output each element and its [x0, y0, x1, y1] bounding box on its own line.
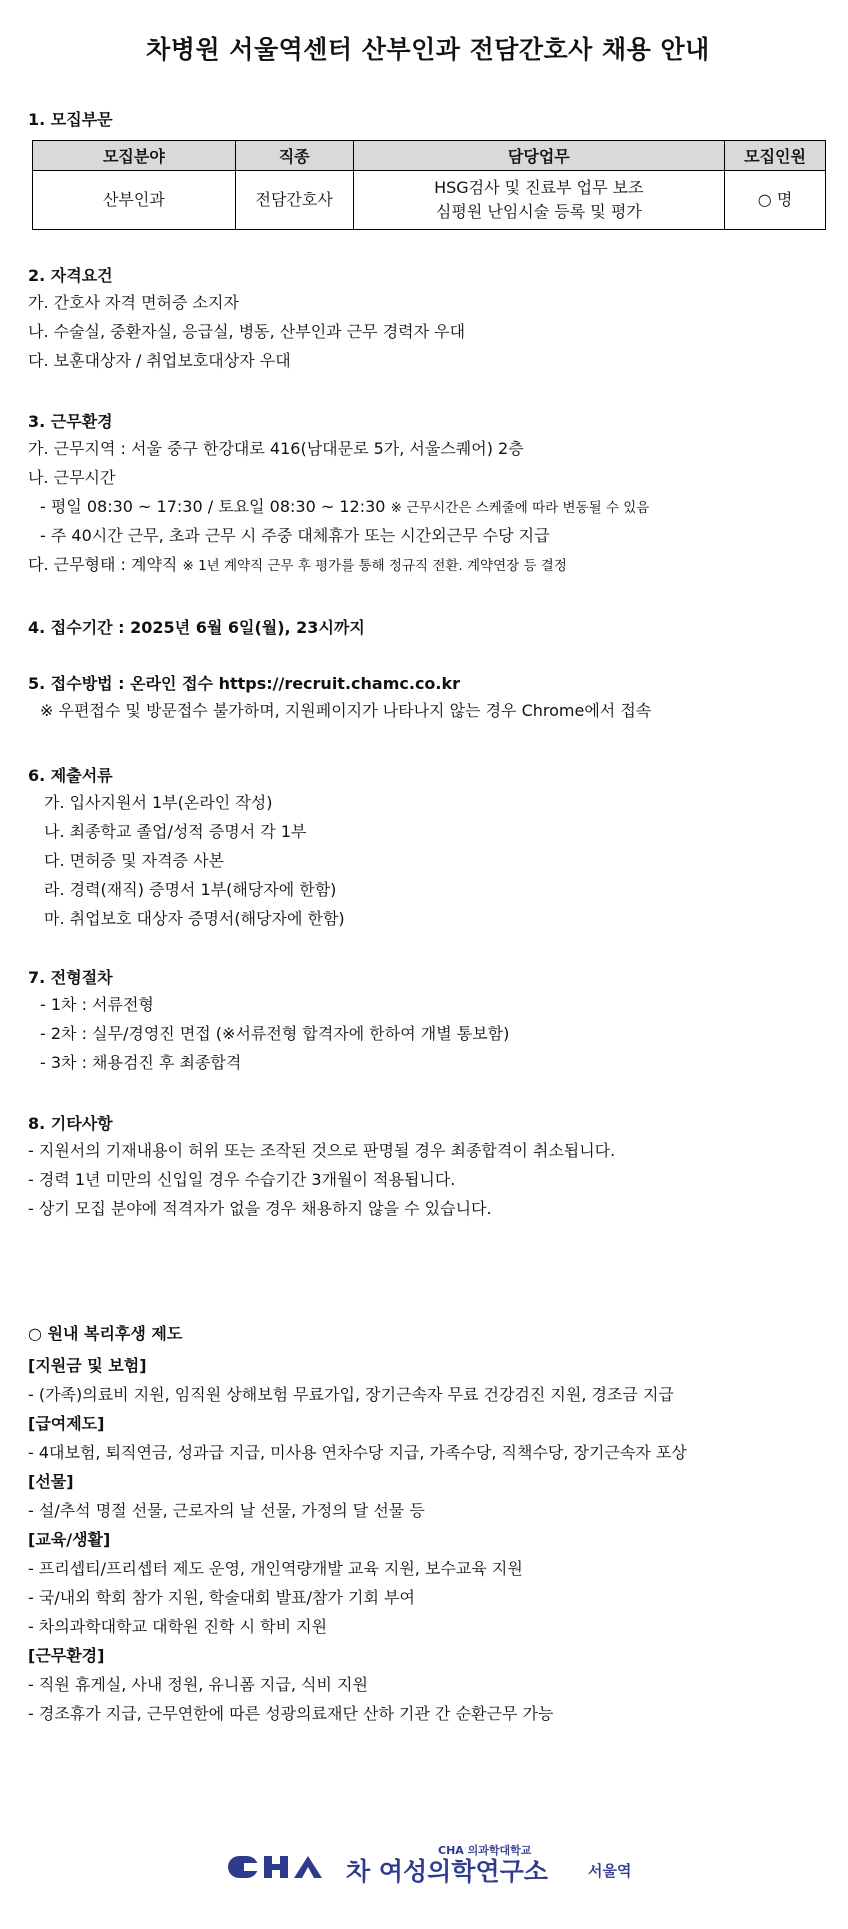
duty-line: 심평원 난임시술 등록 및 평가: [435, 202, 642, 221]
list-item: 나. 수술실, 중환자실, 응급실, 병동, 산부인과 근무 경력자 우대: [28, 322, 466, 341]
section-welfare: [28, 1322, 828, 1728]
section-qualifications: [28, 264, 828, 375]
logo-subtitle: CHA 의과학대학교: [438, 1844, 532, 1857]
section-documents: [28, 764, 828, 933]
work-type-note: ※ 1년 계약직 근무 후 평가를 통해 정규직 전환. 계약연장 등 결정: [182, 558, 567, 574]
list-item: - 설/추석 명절 선물, 근로자의 날 선물, 가정의 달 선물 등: [28, 1501, 425, 1520]
cell-count: ○ 명: [725, 171, 826, 230]
section-heading: 7. 전형절차: [28, 968, 113, 987]
list-item: - 3차 : 채용검진 후 최종합격: [40, 1053, 242, 1072]
section-heading: 4. 접수기간 : 2025년 6월 6일(월), 23시까지: [28, 618, 365, 637]
section-work-environment: [28, 410, 828, 579]
list-item: - 4대보험, 퇴직연금, 성과급 지급, 미사용 연차수당 지급, 가족수당, 직책수당, 장기근속자 포상: [28, 1443, 687, 1462]
welfare-group-title: [교육/생활]: [28, 1530, 111, 1549]
section-heading: 5. 접수방법 : 온라인 접수 https://recruit.chamc.co.kr: [28, 674, 461, 693]
table-row: [33, 171, 826, 230]
logo-title: 차 여성의학연구소: [346, 1857, 548, 1886]
list-item: - 주 40시간 근무, 초과 근무 시 주중 대체휴가 또는 시간외근무 수당 지급: [40, 526, 550, 545]
list-item: 다. 면허증 및 자격증 사본: [44, 851, 224, 870]
list-item: - (가족)의료비 지원, 임직원 상해보험 무료가입, 장기근속자 무료 건강검진 지원, 경조금 지급: [28, 1385, 674, 1404]
cell-job: 전담간호사: [235, 171, 353, 230]
welfare-group-title: [선물]: [28, 1472, 74, 1491]
section-recruit-field: [28, 108, 828, 132]
welfare-group-title: [지원금 및 보험]: [28, 1356, 147, 1375]
work-hours: - 평일 08:30 ~ 17:30 / 토요일 08:30 ~ 12:30: [40, 497, 386, 516]
section-application-period: [28, 616, 828, 640]
duty-line: HSG검사 및 진료부 업무 보조: [434, 178, 644, 197]
application-note: ※ 우편접수 및 방문접수 불가하며, 지원페이지가 나타나지 않는 경우 Chrome에서 접속: [40, 701, 652, 720]
list-item: - 국/내외 학회 참가 지원, 학술대회 발표/참가 기회 부여: [28, 1588, 415, 1607]
table-header: 직종: [235, 141, 353, 171]
list-item: 가. 입사지원서 1부(온라인 작성): [44, 793, 273, 812]
footer-logo: [28, 1838, 828, 1888]
list-item: 가. 근무지역 : 서울 중구 한강대로 416(남대문로 5가, 서울스퀘어) 2층: [28, 439, 524, 458]
section-heading: 3. 근무환경: [28, 412, 113, 431]
list-item: [28, 550, 828, 579]
list-item: - 직원 휴게실, 사내 정원, 유니폼 지급, 식비 지원: [28, 1675, 368, 1694]
recruit-table: [32, 140, 826, 230]
section-heading: 2. 자격요건: [28, 266, 113, 285]
list-item: 라. 경력(재직) 증명서 1부(해당자에 한함): [44, 880, 337, 899]
table-header: 모집분야: [33, 141, 236, 171]
section-application-method: [28, 672, 828, 725]
list-item: - 경력 1년 미만의 신입일 경우 수습기간 3개월이 적용됩니다.: [28, 1170, 456, 1189]
list-item: - 1차 : 서류전형: [40, 995, 154, 1014]
list-item: 다. 보훈대상자 / 취업보호대상자 우대: [28, 351, 291, 370]
cha-logo-icon: [228, 1852, 338, 1882]
cell-duty: [353, 171, 725, 230]
welfare-group-title: [근무환경]: [28, 1646, 105, 1665]
table-header: 담당업무: [353, 141, 725, 171]
list-item: - 상기 모집 분야에 적격자가 없을 경우 채용하지 않을 수 있습니다.: [28, 1199, 492, 1218]
table-header-row: [33, 141, 826, 171]
welfare-group-title: [급여제도]: [28, 1414, 105, 1433]
section-selection-process: [28, 966, 828, 1077]
logo-location: 서울역: [588, 1862, 632, 1880]
cell-field: 산부인과: [33, 171, 236, 230]
section-heading: ○ 원내 복리후생 제도: [28, 1324, 183, 1343]
list-item: 나. 최종학교 졸업/성적 증명서 각 1부: [44, 822, 307, 841]
list-item: 가. 간호사 자격 면허증 소지자: [28, 293, 239, 312]
section-heading: 1. 모집부문: [28, 110, 113, 129]
list-item: - 경조휴가 지급, 근무연한에 따른 성광의료재단 산하 기관 간 순환근무 가능: [28, 1704, 554, 1723]
list-item: - 지원서의 기재내용이 허위 또는 조작된 것으로 판명될 경우 최종합격이 취소됩니다.: [28, 1141, 616, 1160]
list-item: [28, 492, 828, 521]
list-item: 마. 취업보호 대상자 증명서(해당자에 한함): [44, 909, 345, 928]
section-misc: [28, 1112, 828, 1223]
list-item: 나. 근무시간: [28, 468, 116, 487]
table-header: 모집인원: [725, 141, 826, 171]
section-heading: 6. 제출서류: [28, 766, 113, 785]
work-type: 다. 근무형태 : 계약직: [28, 555, 178, 574]
section-heading: 8. 기타사항: [28, 1114, 113, 1133]
list-item: - 차의과학대학교 대학원 진학 시 학비 지원: [28, 1617, 328, 1636]
list-item: - 2차 : 실무/경영진 면접 (※서류전형 합격자에 한하여 개별 통보함): [40, 1024, 510, 1043]
work-hours-note: ※ 근무시간은 스케줄에 따라 변동될 수 있음: [390, 500, 650, 516]
page-title: 차병원 서울역센터 산부인과 전담간호사 채용 안내: [146, 35, 710, 64]
list-item: - 프리셉티/프리셉터 제도 운영, 개인역량개발 교육 지원, 보수교육 지원: [28, 1559, 523, 1578]
